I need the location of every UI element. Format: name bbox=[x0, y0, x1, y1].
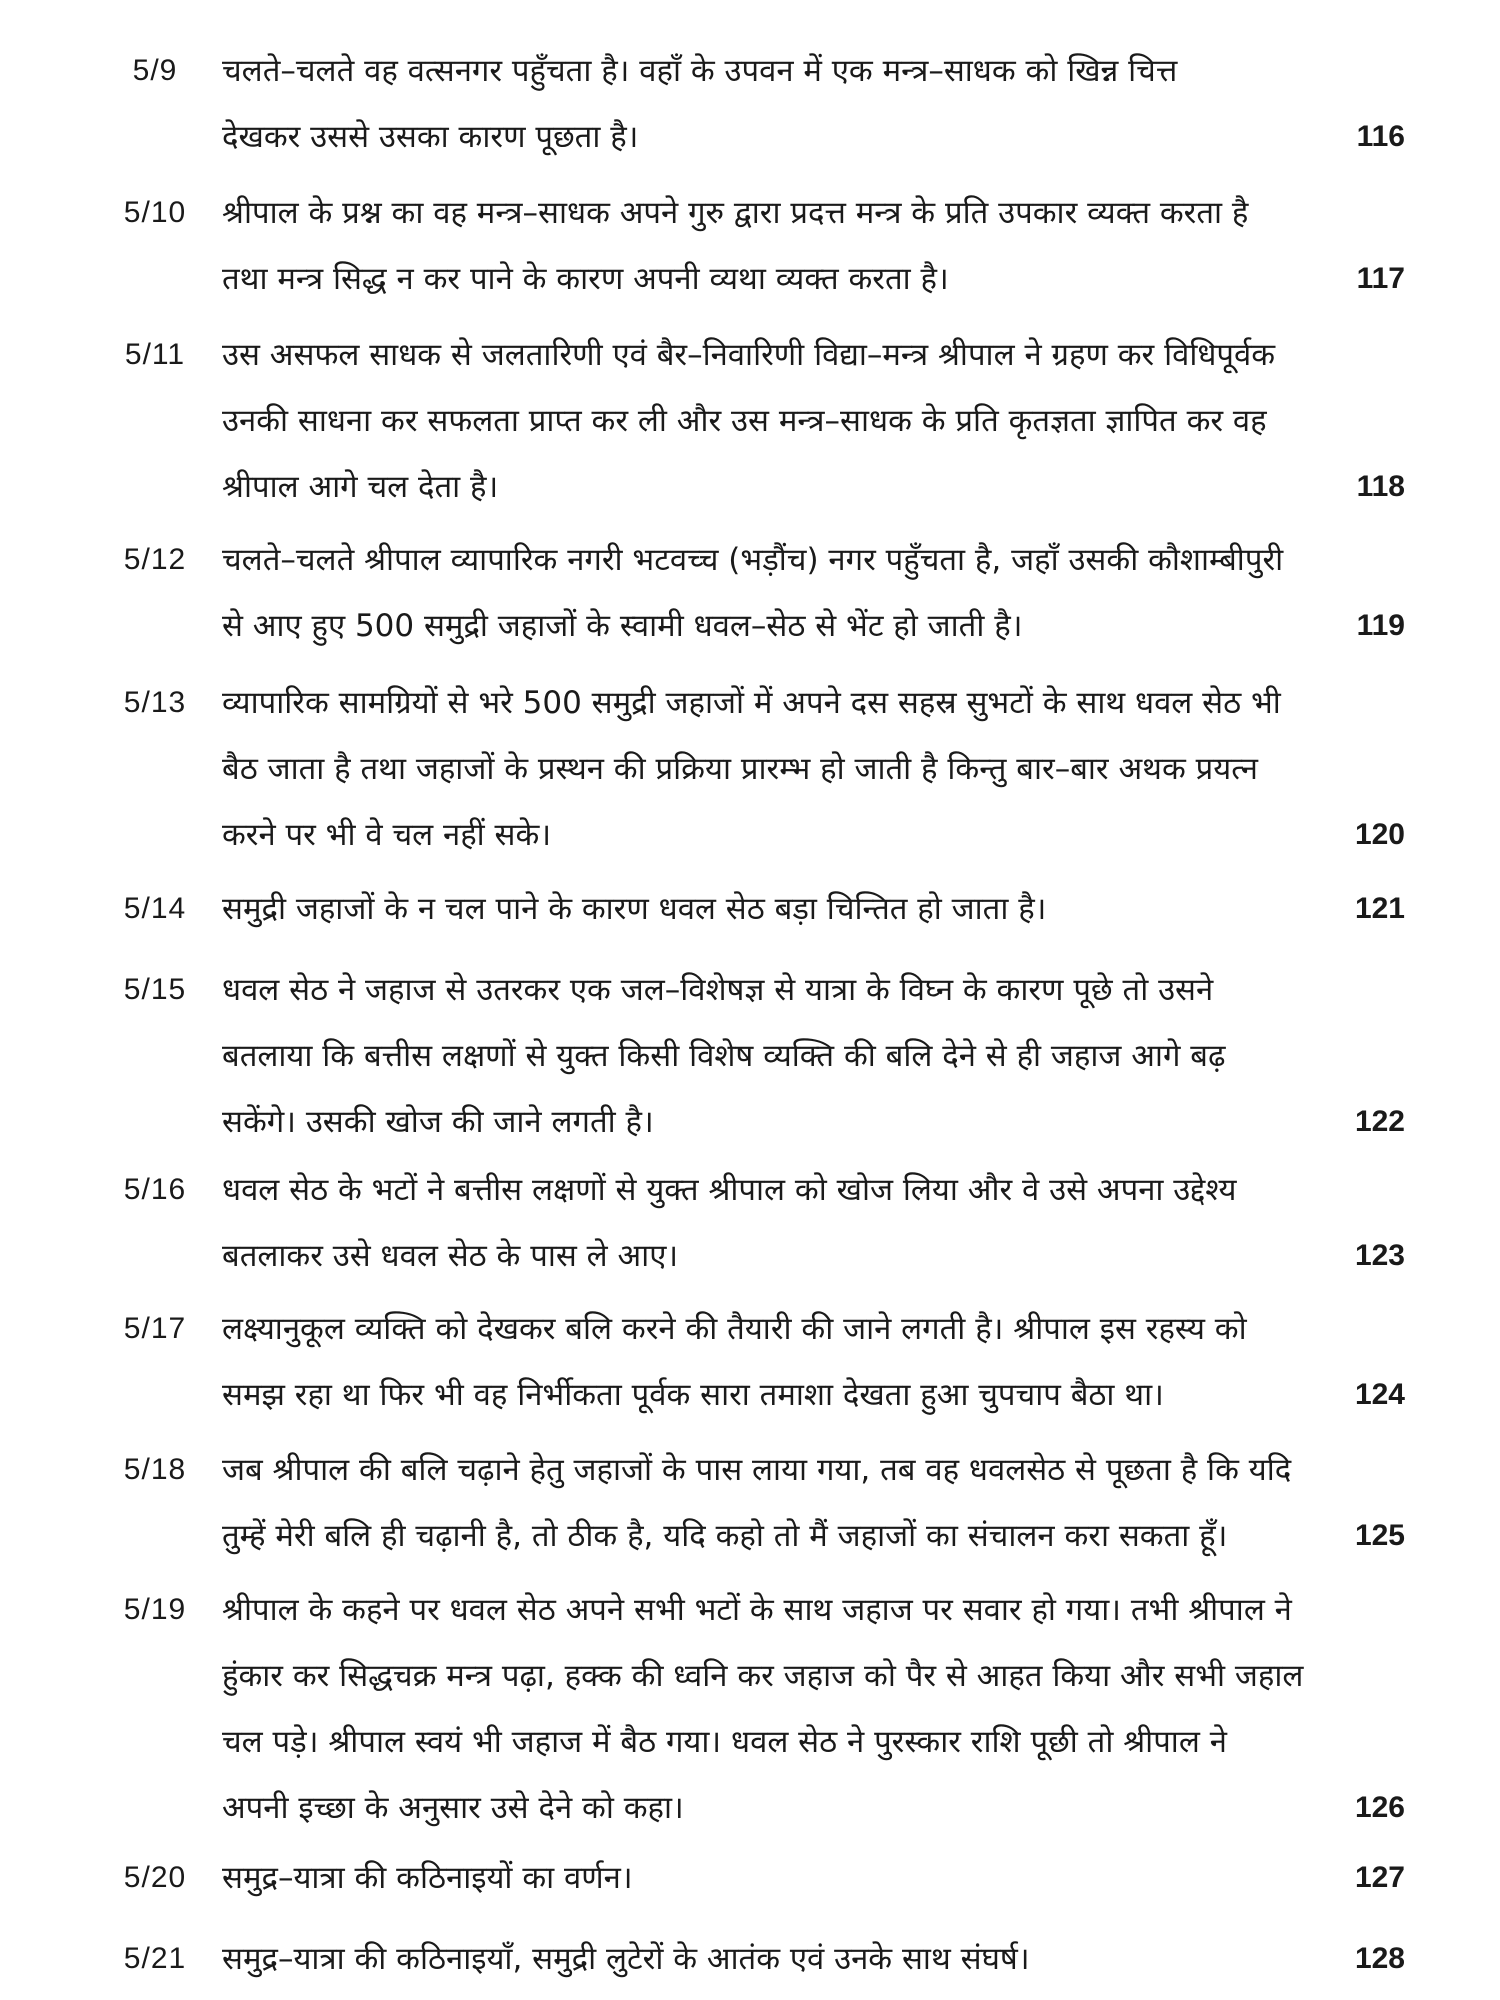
entry-text: समुद्र–यात्रा की कठिनाइयों का वर्णन। bbox=[222, 1860, 633, 1896]
entry-text: लक्ष्यानुकूल व्यक्ति को देखकर बलि करने की तैयारी की जाने लगती है। श्रीपाल इस रहस्य को समझ रहा था फिर भी वह निर्भीकता पूर्वक सारा तमाशा देखता हुआ चुपचाप बैठा था। bbox=[222, 1311, 1247, 1413]
entry-number: 5/12 bbox=[123, 543, 187, 576]
entry-text: समुद्री जहाजों के न चल पाने के कारण धवल सेठ बड़ा चिन्तित हो जाता है। bbox=[222, 891, 1047, 927]
page-number: 117 bbox=[1356, 262, 1405, 295]
entry-number: 5/13 bbox=[123, 686, 187, 719]
entry-number: 5/19 bbox=[123, 1593, 187, 1626]
entry-text: समुद्र–यात्रा की कठिनाइयाँ, समुद्री लुटेरों के आतंक एवं उनके साथ संघर्ष। bbox=[222, 1941, 1030, 1977]
page-number: 119 bbox=[1356, 609, 1405, 642]
page-number: 124 bbox=[1354, 1378, 1405, 1411]
page-number: 122 bbox=[1354, 1105, 1405, 1138]
entry-number: 5/9 bbox=[132, 54, 178, 87]
entry-text: उस असफल साधक से जलतारिणी एवं बैर–निवारिणी विद्या–मन्त्र श्रीपाल ने ग्रहण कर विधिपूर्वक उनकी साधना कर सफलता प्राप्त कर ली और उस मन्त्र–साधक के प्रति कृतज्ञता ज्ञापित कर वह श्रीपाल आगे चल देता है। bbox=[222, 337, 1276, 505]
entry-number: 5/14 bbox=[123, 892, 187, 925]
entry-text: चलते–चलते श्रीपाल व्यापारिक नगरी भटवच्च (भड़ौंच) नगर पहुँचता है, जहाँ उसकी कौशाम्बीपुरी से आए हुए 500 समुद्री जहाजों के स्वामी धवल–सेठ से भेंट हो जाती है। bbox=[222, 542, 1284, 644]
entry-text: श्रीपाल के कहने पर धवल सेठ अपने सभी भटों के साथ जहाज पर सवार हो गया। तभी श्रीपाल ने हुंकार कर सिद्धचक्र मन्त्र पढ़ा, हक्क की ध्वनि कर जहाज को पैर से आहत किया और सभी जहाल चल पड़े। श्रीपाल स्वयं भी जहाज में बैठ गया। धवल सेठ ने पुरस्कार राशि पूछी तो श्रीपाल ने अपनी इच्छा के अनुसार उसे देने को कहा। bbox=[222, 1592, 1304, 1826]
entry-number: 5/18 bbox=[123, 1453, 187, 1486]
entry-number: 5/11 bbox=[124, 338, 186, 371]
entry-number: 5/15 bbox=[123, 973, 187, 1006]
entry-text: धवल सेठ ने जहाज से उतरकर एक जल–विशेषज्ञ से यात्रा के विघ्न के कारण पूछे तो उसने बतलाया कि बत्तीस लक्षणों से युक्त किसी विशेष व्यक्ति की बलि देने से ही जहाज आगे बढ़ सकेंगे। उसकी खोज की जाने लगती है। bbox=[222, 972, 1226, 1140]
page-number: 123 bbox=[1354, 1239, 1405, 1272]
page-number: 118 bbox=[1356, 470, 1405, 503]
entry-text: व्यापारिक सामग्रियों से भरे 500 समुद्री जहाजों में अपने दस सहस्र सुभटों के साथ धवल सेठ भी बैठ जाता है तथा जहाजों के प्रस्थन की प्रक्रिया प्रारम्भ हो जाती है किन्तु बार–बार अथक प्रयत्न करने पर भी वे चल नहीं सके। bbox=[222, 685, 1281, 853]
page-number: 120 bbox=[1354, 818, 1405, 851]
page-number: 125 bbox=[1354, 1519, 1405, 1552]
page-number: 116 bbox=[1356, 120, 1405, 153]
entry-number: 5/17 bbox=[123, 1312, 187, 1345]
entry-number: 5/21 bbox=[123, 1942, 187, 1975]
page-number: 128 bbox=[1354, 1942, 1405, 1975]
entry-number: 5/10 bbox=[123, 196, 187, 229]
entry-number: 5/20 bbox=[123, 1861, 187, 1894]
entry-text: धवल सेठ के भटों ने बत्तीस लक्षणों से युक्त श्रीपाल को खोज लिया और वे उसे अपना उद्देश्य बतलाकर उसे धवल सेठ के पास ले आए। bbox=[222, 1172, 1237, 1274]
entry-text: चलते–चलते वह वत्सनगर पहुँचता है। वहाँ के उपवन में एक मन्त्र–साधक को खिन्न चित्त देखकर उससे उसका कारण पूछता है। bbox=[222, 53, 1178, 155]
page-number: 121 bbox=[1354, 892, 1405, 925]
entry-number: 5/16 bbox=[123, 1173, 187, 1206]
entry-text: जब श्रीपाल की बलि चढ़ाने हेतु जहाजों के पास लाया गया, तब वह धवलसेठ से पूछता है कि यदि तुम्हें मेरी बलि ही चढ़ानी है, तो ठीक है, यदि कहो तो मैं जहाजों का संचालन करा सकता हूँ। bbox=[222, 1452, 1292, 1554]
entry-text: श्रीपाल के प्रश्न का वह मन्त्र–साधक अपने गुरु द्वारा प्रदत्त मन्त्र के प्रति उपकार व्यक्त करता है तथा मन्त्र सिद्ध न कर पाने के कारण अपनी व्यथा व्यक्त करता है। bbox=[222, 195, 1249, 297]
page-number: 126 bbox=[1354, 1791, 1405, 1824]
page-number: 127 bbox=[1354, 1861, 1405, 1894]
